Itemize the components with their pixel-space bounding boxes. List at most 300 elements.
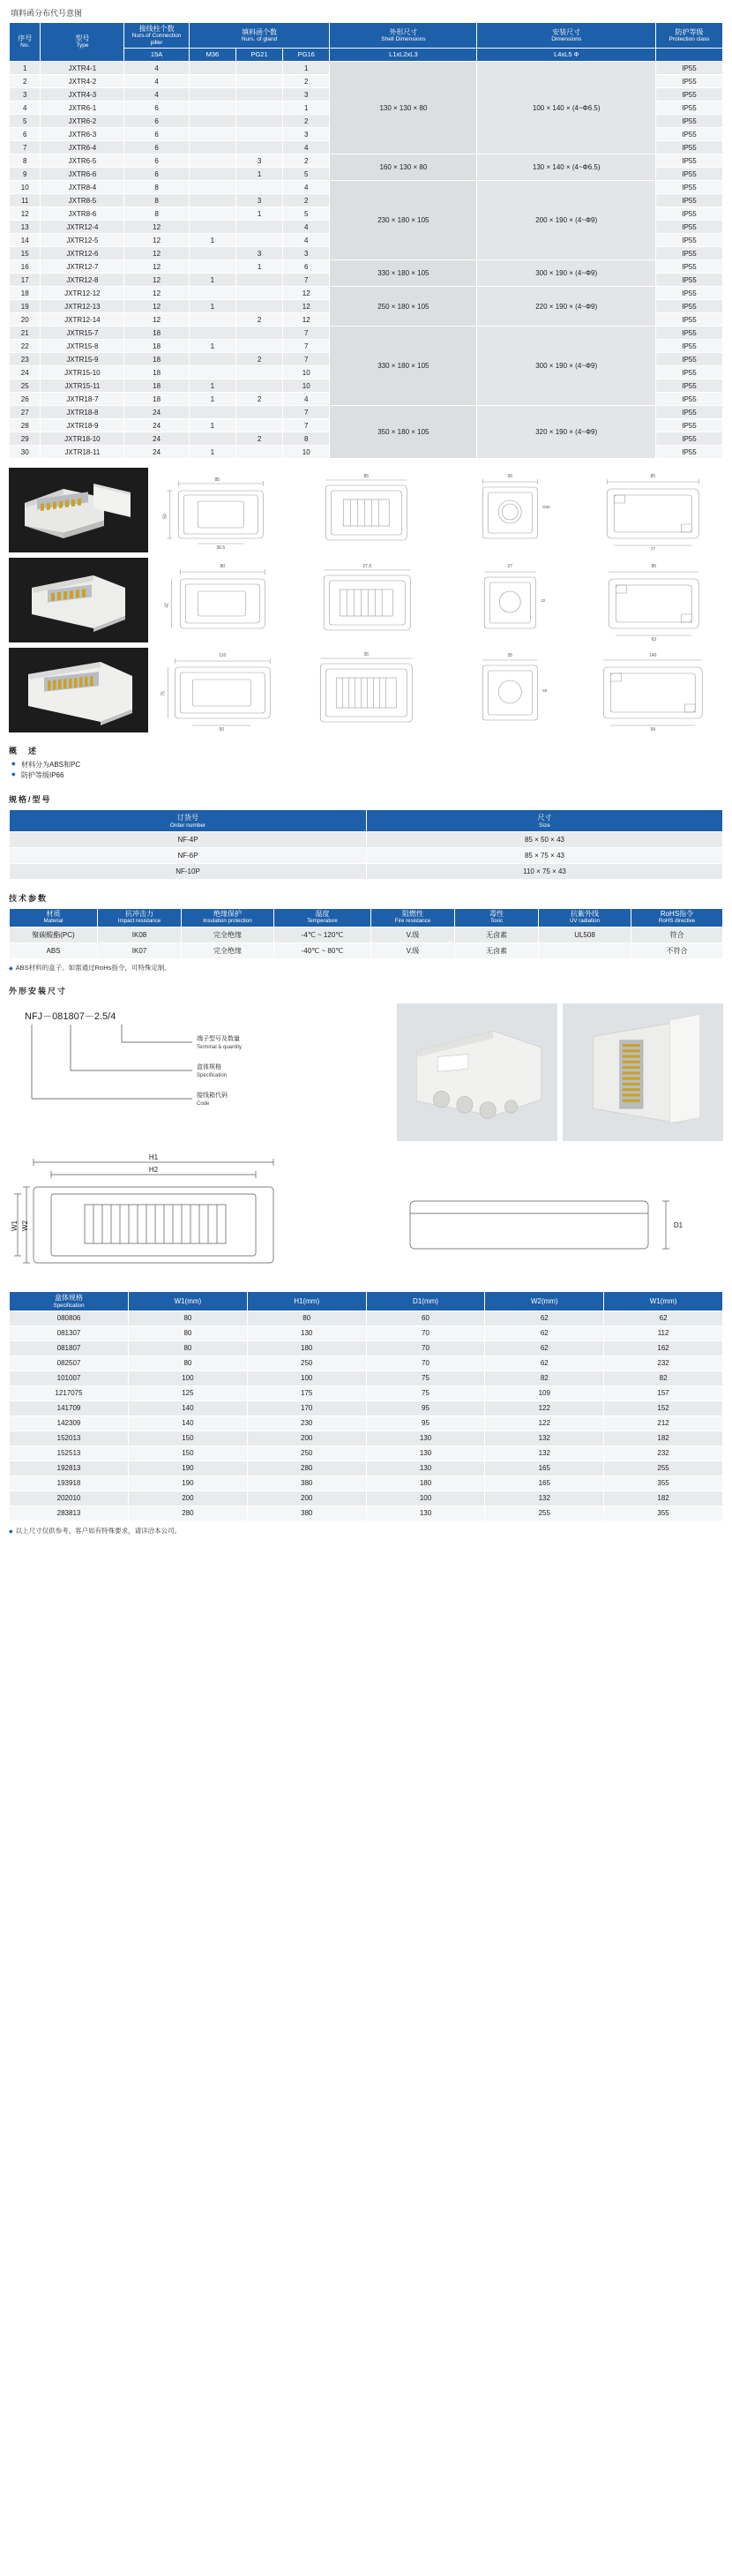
cell-protection-class: IP55 (655, 75, 722, 88)
cell-h1: 170 (247, 1401, 366, 1416)
cell-shell-dimensions: 330 × 180 × 105 (330, 260, 477, 287)
col-insulation: 绝缘保护 Insulation protection (182, 909, 274, 928)
cell-pg16: 4 (283, 221, 330, 234)
svg-text:75: 75 (161, 691, 167, 696)
cell-m36 (189, 406, 235, 419)
svg-text:50: 50 (542, 688, 548, 694)
cell-pg16: 7 (283, 340, 330, 353)
cell-pg21 (235, 274, 282, 287)
cell-pg21 (235, 300, 282, 313)
cell-d1: 60 (366, 1311, 485, 1326)
col-mount-dimensions: 安装尺寸 Dimensions (477, 23, 656, 49)
cell-protection-class: IP55 (655, 274, 722, 287)
cell-w1: 150 (129, 1431, 248, 1446)
cell-15a: 12 (124, 221, 189, 234)
cell-type: JXTR6-4 (41, 141, 124, 154)
col-no: 序号 No. (10, 23, 41, 62)
cell-m36 (189, 366, 235, 379)
cell-pg21 (235, 379, 282, 393)
cell-spec: 152513 (10, 1446, 129, 1461)
cell-pg16: 6 (283, 260, 330, 274)
cell-protection-class: IP55 (655, 88, 722, 101)
product-photo-3 (9, 648, 148, 732)
cell-h1: 250 (247, 1356, 366, 1371)
cell-w1b: 355 (604, 1506, 723, 1521)
cell-w1b: 62 (604, 1311, 723, 1326)
cell-pg21 (235, 406, 282, 419)
cell-w2: 132 (485, 1446, 604, 1461)
cell-15a: 6 (124, 128, 189, 141)
cell-15a: 8 (124, 181, 189, 194)
cell-pg21: 2 (235, 432, 282, 446)
cell-m36: 1 (189, 234, 235, 247)
svg-text:Specification: Specification (197, 1072, 228, 1078)
cell-spec: 080806 (10, 1311, 129, 1326)
cell-m36 (189, 221, 235, 234)
cell-fire: V.级 (371, 927, 455, 943)
cell-shell-dimensions: 250 × 180 × 105 (330, 287, 477, 327)
overview-list (9, 760, 723, 781)
cell-protection-class: IP55 (655, 419, 722, 432)
cell-m36: 1 (189, 446, 235, 459)
svg-text:85: 85 (214, 477, 220, 484)
cell-no: 10 (10, 181, 41, 194)
cell-w1b: 157 (604, 1386, 723, 1401)
cell-pg21 (235, 141, 282, 154)
cell-15a: 6 (124, 115, 189, 128)
cell-15a: 4 (124, 88, 189, 101)
cell-order-size: 85 × 75 × 43 (367, 848, 723, 864)
cell-pg21 (235, 419, 282, 432)
cell-type: JXTR18-8 (41, 406, 124, 419)
cell-no: 7 (10, 141, 41, 154)
overview-item: ◆ 防护等级IP66 (21, 770, 723, 781)
enclosure-closed-photo (397, 1003, 557, 1142)
cell-d1: 95 (366, 1401, 485, 1416)
order-title: 规格/型号 (9, 795, 52, 805)
drawing-front-view-2 (297, 558, 437, 642)
cell-m36 (189, 327, 235, 340)
drawing-row-1 (153, 468, 723, 552)
cell-pg21: 1 (235, 168, 282, 181)
cell-type: JXTR12-4 (41, 221, 124, 234)
cell-type: JXTR15-7 (41, 327, 124, 340)
cell-spec: 1217075 (10, 1386, 129, 1401)
cell-w1: 140 (129, 1401, 248, 1416)
cell-shell-dimensions: 330 × 180 × 105 (330, 327, 477, 406)
cell-no: 21 (10, 327, 41, 340)
cell-d1: 130 (366, 1446, 485, 1461)
col-impact: 抗冲击力 Impact resistance (98, 909, 182, 928)
dim-side-drawing (375, 1150, 723, 1282)
drawing-top-view-3 (153, 648, 294, 732)
cell-order-number: NF-4P (10, 832, 367, 848)
table-row (10, 1341, 723, 1356)
cell-h1: 80 (247, 1311, 366, 1326)
svg-text:Terminal & quantity: Terminal & quantity (197, 1044, 243, 1050)
cell-no: 3 (10, 88, 41, 101)
cell-mount-dimensions: 300 × 190 × (4~Ф9) (477, 327, 656, 406)
tech-table-body (10, 927, 723, 958)
cell-h1: 200 (247, 1491, 366, 1506)
cell-pg16: 1 (283, 101, 330, 115)
cell-no: 23 (10, 353, 41, 366)
cell-m36 (189, 75, 235, 88)
cell-no: 11 (10, 194, 41, 207)
table-row (10, 1506, 723, 1521)
cell-no: 8 (10, 154, 41, 168)
cell-type: JXTR6-1 (41, 101, 124, 115)
svg-text:盒体规格: 盒体规格 (197, 1063, 221, 1070)
cell-pg16: 1 (283, 62, 330, 75)
cell-pg21: 2 (235, 393, 282, 406)
cell-m36: 1 (189, 300, 235, 313)
table-row (10, 1491, 723, 1506)
svg-text:63: 63 (650, 637, 656, 643)
cell-protection-class: IP55 (655, 181, 722, 194)
cell-protection-class: IP55 (655, 128, 722, 141)
svg-text:85: 85 (362, 474, 369, 480)
cell-pg21: 2 (235, 313, 282, 327)
cell-w1b: 162 (604, 1341, 723, 1356)
cell-temperature: -40℃ ~ 80℃ (274, 943, 371, 958)
dim-front-drawing (9, 1150, 357, 1282)
cell-protection-class: IP55 (655, 340, 722, 353)
cell-no: 18 (10, 287, 41, 300)
cell-15a: 12 (124, 287, 189, 300)
table-row (10, 1386, 723, 1401)
cell-spec: 081307 (10, 1326, 129, 1341)
svg-text:50: 50 (219, 727, 225, 733)
cell-15a: 24 (124, 446, 189, 459)
cell-15a: 12 (124, 234, 189, 247)
col-spec: 盒体规格 Specification (10, 1292, 129, 1311)
cell-no: 13 (10, 221, 41, 234)
col-w2: W2(mm) (485, 1292, 604, 1311)
spec-table-head (10, 23, 723, 62)
cell-impact: IK07 (98, 943, 182, 958)
cell-shell-dimensions: 130 × 130 × 80 (330, 62, 477, 154)
table-row (10, 1476, 723, 1491)
table-row (10, 181, 723, 194)
cell-pg16: 3 (283, 128, 330, 141)
cell-w1b: 232 (604, 1356, 723, 1371)
cell-w1: 200 (129, 1491, 248, 1506)
cell-pg21 (235, 181, 282, 194)
cell-type: JXTR6-2 (41, 115, 124, 128)
cell-pg16: 12 (283, 287, 330, 300)
cell-protection-class: IP55 (655, 327, 722, 340)
cell-spec: 192813 (10, 1461, 129, 1476)
cell-w1b: 182 (604, 1491, 723, 1506)
cell-15a: 12 (124, 313, 189, 327)
cell-spec: 141709 (10, 1401, 129, 1416)
cell-type: JXTR12-8 (41, 274, 124, 287)
cell-uv: UL508 (539, 927, 631, 943)
dimension-footnote: ◆ 以上尺寸仅供参考。客户如有特殊要求，请详洽本公司。 (9, 1526, 723, 1536)
svg-text:W1: W1 (11, 1220, 19, 1232)
cell-type: JXTR12-14 (41, 313, 124, 327)
code-photos (397, 1003, 723, 1142)
cell-protection-class: IP55 (655, 221, 722, 234)
specification-table (9, 22, 723, 459)
cell-m36: 1 (189, 340, 235, 353)
cell-15a: 12 (124, 260, 189, 274)
tech-table (9, 908, 723, 959)
cell-protection-class: IP55 (655, 379, 722, 393)
cell-15a: 18 (124, 327, 189, 340)
cell-m36: 1 (189, 379, 235, 393)
cell-no: 16 (10, 260, 41, 274)
cell-no: 4 (10, 101, 41, 115)
table-row (10, 1401, 723, 1416)
cell-pg16: 7 (283, 419, 330, 432)
cell-no: 25 (10, 379, 41, 393)
cell-type: JXTR4-1 (41, 62, 124, 75)
cell-protection-class: IP55 (655, 154, 722, 168)
drawing-top-view-2 (153, 558, 294, 642)
cell-type: JXTR15-10 (41, 366, 124, 379)
cell-type: JXTR6-6 (41, 168, 124, 181)
code-explanation (9, 1003, 723, 1142)
cell-spec: 142309 (10, 1416, 129, 1431)
cell-w2: 122 (485, 1401, 604, 1416)
cell-h1: 280 (247, 1461, 366, 1476)
cell-pg21 (235, 287, 282, 300)
overview-title: 概 述 (9, 747, 39, 756)
cell-type: JXTR6-3 (41, 128, 124, 141)
cell-pg21 (235, 366, 282, 379)
cell-m36 (189, 207, 235, 221)
drawing-side-view-2 (440, 558, 580, 642)
cell-toxic: 无卤素 (455, 943, 539, 958)
cell-m36: 1 (189, 274, 235, 287)
svg-text:22: 22 (541, 598, 546, 604)
cell-w1: 80 (129, 1311, 248, 1326)
table-row (10, 327, 723, 340)
cell-pg21 (235, 115, 282, 128)
cell-order-number: NF-10P (10, 864, 367, 880)
cell-w2: 82 (485, 1371, 604, 1386)
cell-m36: 1 (189, 419, 235, 432)
cell-pg16: 3 (283, 247, 330, 260)
cell-pg21 (235, 340, 282, 353)
cell-spec: 101007 (10, 1371, 129, 1386)
order-table (9, 809, 723, 880)
cell-type: JXTR15-8 (41, 340, 124, 353)
subcol-shell: L1xL2xL3 (330, 49, 477, 62)
col-material: 材质 Material (10, 909, 98, 928)
cell-15a: 12 (124, 247, 189, 260)
table-row (10, 1356, 723, 1371)
col-protection-class: 防护等级 Protection class (655, 23, 722, 49)
table-row (10, 1311, 723, 1326)
col-temperature: 温度 Temperature (274, 909, 371, 928)
cell-d1: 75 (366, 1371, 485, 1386)
cell-protection-class: IP55 (655, 194, 722, 207)
tech-note: ◆ ABS材料的盒子。如需通过RoHs指令，可特殊定制。 (9, 963, 723, 973)
cell-fire: V.级 (371, 943, 455, 958)
cell-d1: 130 (366, 1431, 485, 1446)
cell-protection-class: IP55 (655, 313, 722, 327)
cell-w2: 165 (485, 1461, 604, 1476)
cell-pg21: 1 (235, 260, 282, 274)
cell-pg16: 2 (283, 194, 330, 207)
cell-m36 (189, 101, 235, 115)
cell-m36: 1 (189, 393, 235, 406)
svg-text:85: 85 (649, 474, 655, 480)
table-row (10, 848, 723, 864)
table-row (10, 1416, 723, 1431)
cell-rohs: 不符合 (631, 943, 723, 958)
code-string: NFJ－081807－2.5/4 (25, 1010, 116, 1022)
cell-temperature: -4℃ ~ 120℃ (274, 927, 371, 943)
cell-pg21 (235, 446, 282, 459)
cell-w2: 62 (485, 1311, 604, 1326)
svg-text:42: 42 (164, 603, 170, 608)
cell-15a: 8 (124, 194, 189, 207)
cell-no: 6 (10, 128, 41, 141)
cell-h1: 180 (247, 1341, 366, 1356)
table-row (10, 1461, 723, 1476)
col-rohs: RoHS指令 RoHS directive (631, 909, 723, 928)
cell-pg16: 2 (283, 154, 330, 168)
cell-pg21 (235, 75, 282, 88)
cell-pg16: 5 (283, 168, 330, 181)
cell-no: 9 (10, 168, 41, 181)
cell-protection-class: IP55 (655, 62, 722, 75)
cell-h1: 200 (247, 1431, 366, 1446)
cell-w2: 255 (485, 1506, 604, 1521)
cell-protection-class: IP55 (655, 406, 722, 419)
cell-w2: 132 (485, 1491, 604, 1506)
cell-w1b: 112 (604, 1326, 723, 1341)
cell-d1: 130 (366, 1461, 485, 1476)
cell-m36 (189, 88, 235, 101)
col-w1: W1(mm) (129, 1292, 248, 1311)
cell-pg21 (235, 327, 282, 340)
tech-title: 技术参数 (9, 894, 49, 904)
cell-w1: 140 (129, 1416, 248, 1431)
cell-protection-class: IP55 (655, 247, 722, 260)
cell-protection-class: IP55 (655, 207, 722, 221)
enclosure-open-photo (563, 1003, 723, 1142)
cell-pg16: 2 (283, 75, 330, 88)
cell-type: JXTR12-5 (41, 234, 124, 247)
cell-impact: IK08 (98, 927, 182, 943)
cell-w1: 190 (129, 1476, 248, 1491)
cell-shell-dimensions: 230 × 180 × 105 (330, 181, 477, 260)
cell-no: 15 (10, 247, 41, 260)
table-row (10, 1326, 723, 1341)
cell-w1: 80 (129, 1356, 248, 1371)
cell-w1: 150 (129, 1446, 248, 1461)
cell-no: 19 (10, 300, 41, 313)
cell-15a: 6 (124, 141, 189, 154)
cell-uv (539, 943, 631, 958)
cell-15a: 4 (124, 75, 189, 88)
cell-spec: 081807 (10, 1341, 129, 1356)
svg-text:Code: Code (197, 1100, 210, 1107)
svg-text:80: 80 (220, 564, 226, 570)
cell-order-size: 85 × 50 × 43 (367, 832, 723, 848)
page-title: 填料函分布代号意图 (11, 9, 83, 18)
cell-w1b: 182 (604, 1431, 723, 1446)
cell-w1b: 232 (604, 1446, 723, 1461)
dimension-table (9, 1291, 723, 1521)
cell-type: JXTR12-6 (41, 247, 124, 260)
cell-m36 (189, 181, 235, 194)
cell-15a: 18 (124, 393, 189, 406)
cell-no: 20 (10, 313, 41, 327)
cell-w1b: 355 (604, 1476, 723, 1491)
cell-h1: 100 (247, 1371, 366, 1386)
cell-w2: 62 (485, 1356, 604, 1371)
cell-protection-class: IP55 (655, 115, 722, 128)
table-row (10, 62, 723, 75)
cell-type: JXTR18-7 (41, 393, 124, 406)
table-row (10, 1446, 723, 1461)
table-row (10, 287, 723, 300)
cell-w1: 125 (129, 1386, 248, 1401)
cell-w1b: 152 (604, 1401, 723, 1416)
subcol-mount: L4xL5 Ф (477, 49, 656, 62)
tech-section (9, 892, 723, 904)
cell-h1: 175 (247, 1386, 366, 1401)
cell-m36 (189, 260, 235, 274)
cell-pg16: 7 (283, 327, 330, 340)
cell-order-number: NF-6P (10, 848, 367, 864)
cell-m36 (189, 154, 235, 168)
drawing-side-view-3 (440, 648, 580, 732)
cell-m36 (189, 353, 235, 366)
svg-text:36.5: 36.5 (216, 545, 226, 552)
cell-pg21 (235, 234, 282, 247)
cell-15a: 4 (124, 62, 189, 75)
cell-pg16: 4 (283, 181, 330, 194)
cell-protection-class: IP55 (655, 141, 722, 154)
cell-pg21: 3 (235, 154, 282, 168)
cell-pg16: 7 (283, 274, 330, 287)
cell-m36 (189, 194, 235, 207)
svg-text:27.5: 27.5 (362, 564, 371, 570)
cell-15a: 18 (124, 379, 189, 393)
cell-pg16: 7 (283, 406, 330, 419)
cell-pg21 (235, 88, 282, 101)
cell-pg16: 4 (283, 393, 330, 406)
cell-w1b: 212 (604, 1416, 723, 1431)
svg-text:140: 140 (648, 653, 656, 659)
cell-15a: 24 (124, 419, 189, 432)
cell-d1: 70 (366, 1341, 485, 1356)
cell-d1: 100 (366, 1491, 485, 1506)
svg-text:77: 77 (649, 547, 655, 553)
cell-no: 28 (10, 419, 41, 432)
dimension-table-body (10, 1311, 723, 1521)
cell-h1: 380 (247, 1506, 366, 1521)
overview-item: ◆ 材料分为ABS和PC (21, 760, 723, 770)
order-table-body (10, 832, 723, 880)
cell-mount-dimensions: 320 × 190 × (4~Ф9) (477, 406, 656, 459)
cell-protection-class: IP55 (655, 287, 722, 300)
cell-type: JXTR15-9 (41, 353, 124, 366)
cell-material: ABS (10, 943, 98, 958)
cell-protection-class: IP55 (655, 353, 722, 366)
cell-pg16: 12 (283, 300, 330, 313)
col-toxic: 毒性 Toxic (455, 909, 539, 928)
cell-type: JXTR18-10 (41, 432, 124, 446)
cell-w2: 165 (485, 1476, 604, 1491)
